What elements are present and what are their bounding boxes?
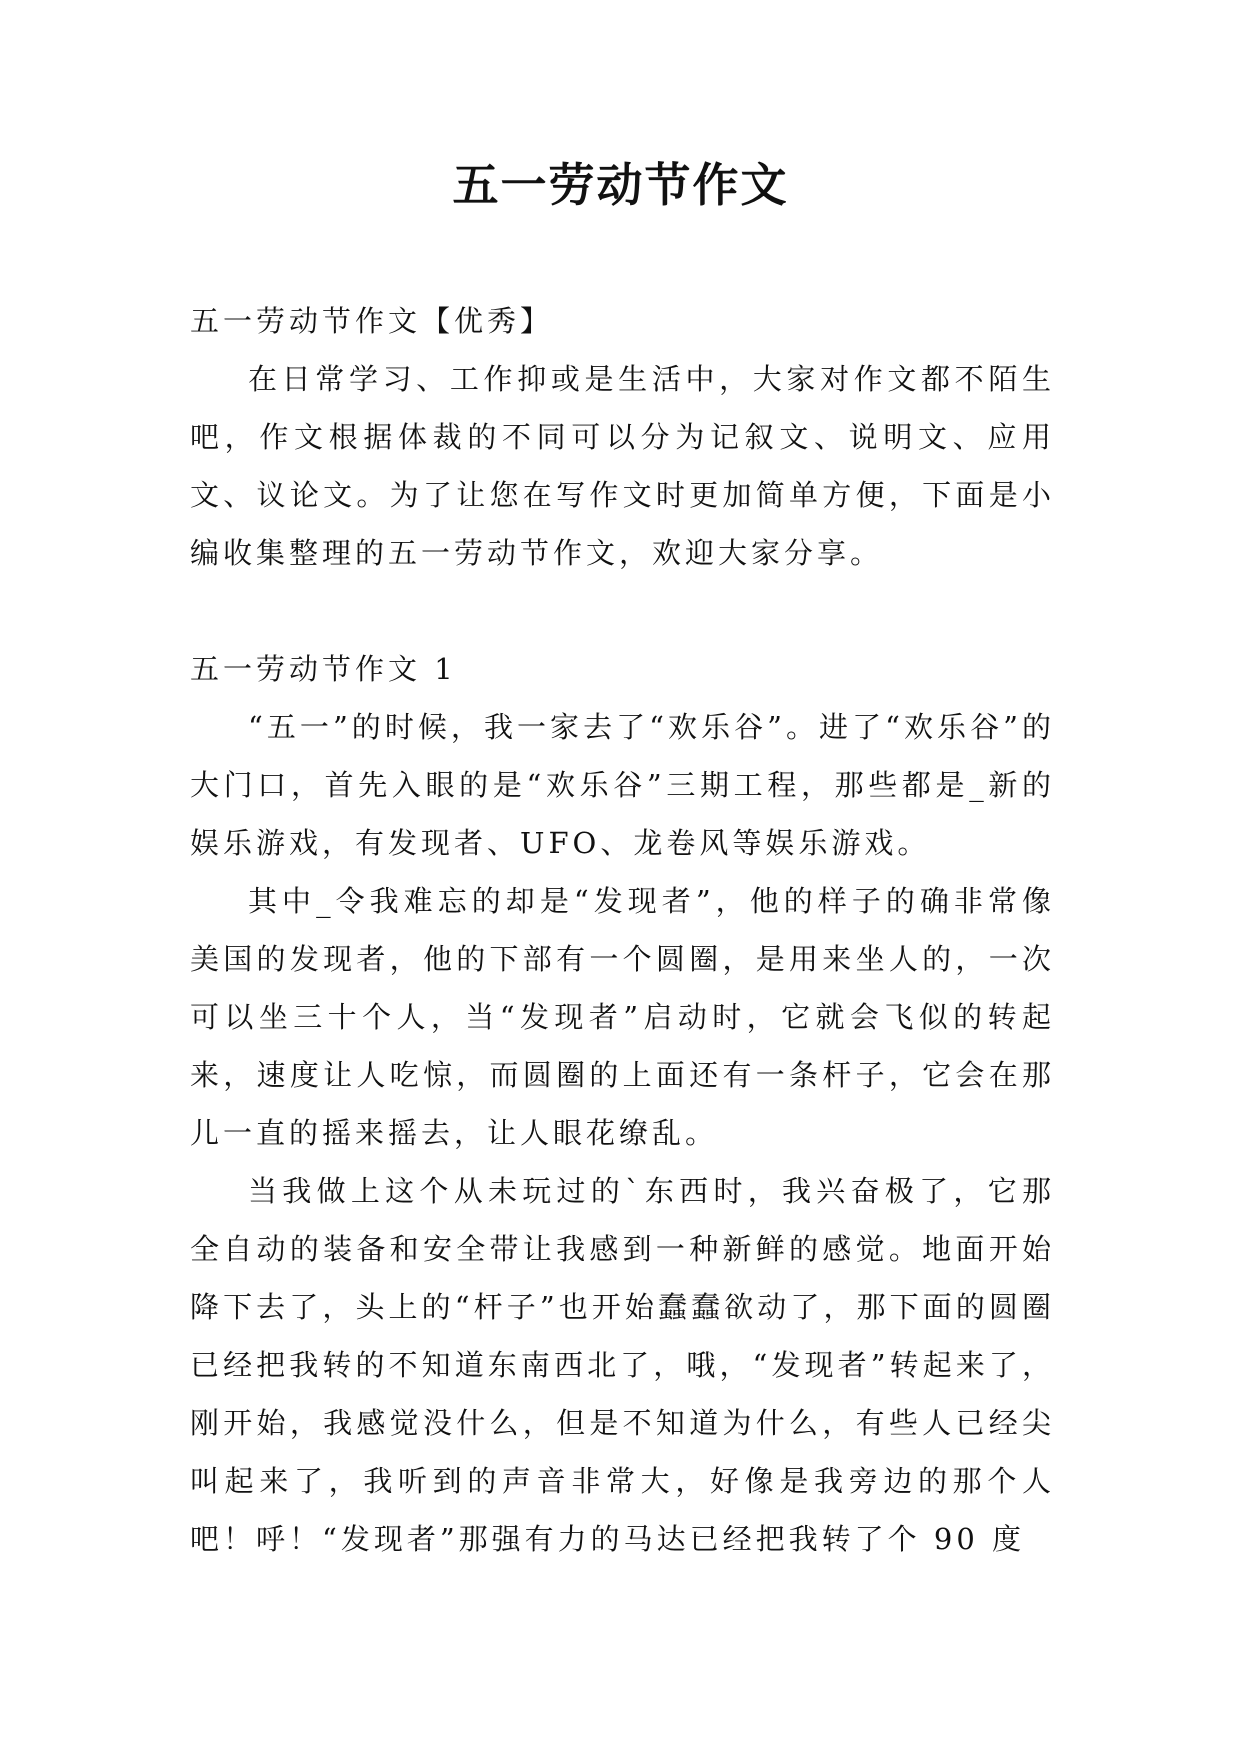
document-body (190, 292, 1055, 1568)
essay-1-paragraph-3: 当我做上这个从未玩过的`东西时，我兴奋极了，它那全自动的装备和安全带让我感到一种新鲜的感觉。地面开始降下去了，头上的“杆子”也开始蠢蠢欲动了，那下面的圆圈已经把我转的不知道东南西北了，哦，“发现者”转起来了，刚开始，我感觉没什么，但是不知道为什么，有些人已经尖叫起来了，我听到的声音非常大，好像是我旁边的那个人吧！呼！“发现者”那强有力的马达已经把我转了个 90 度 (190, 1174, 1055, 1556)
essay-1-section (190, 640, 1055, 1568)
intro-section (190, 292, 1055, 582)
intro-paragraph: 在日常学习、工作抑或是生活中，大家对作文都不陌生吧，作文根据体裁的不同可以分为记叙文、说明文、应用文、议论文。为了让您在写作文时更加简单方便，下面是小编收集整理的五一劳动节作文，欢迎大家分享。 (190, 362, 1055, 570)
essay-1-heading: 五一劳动节作文 1 (190, 652, 457, 686)
document-title: 五一劳动节作文 (452, 158, 789, 212)
essay-1-paragraph-1: “五一”的时候，我一家去了“欢乐谷”。进了“欢乐谷”的大门口，首先入眼的是“欢乐谷”三期工程，那些都是_新的娱乐游戏，有发现者、UFO、龙卷风等娱乐游戏。 (190, 710, 1055, 860)
section-spacer (190, 582, 1055, 640)
essay-1-paragraph-2: 其中_令我难忘的却是“发现者”，他的样子的确非常像美国的发现者，他的下部有一个圆圈，是用来坐人的，一次可以坐三十个人，当“发现者”启动时，它就会飞似的转起来，速度让人吃惊，而圆圈的上面还有一条杆子，它会在那儿一直的摇来摇去，让人眼花缭乱。 (190, 884, 1055, 1150)
intro-heading: 五一劳动节作文【优秀】 (190, 304, 554, 338)
